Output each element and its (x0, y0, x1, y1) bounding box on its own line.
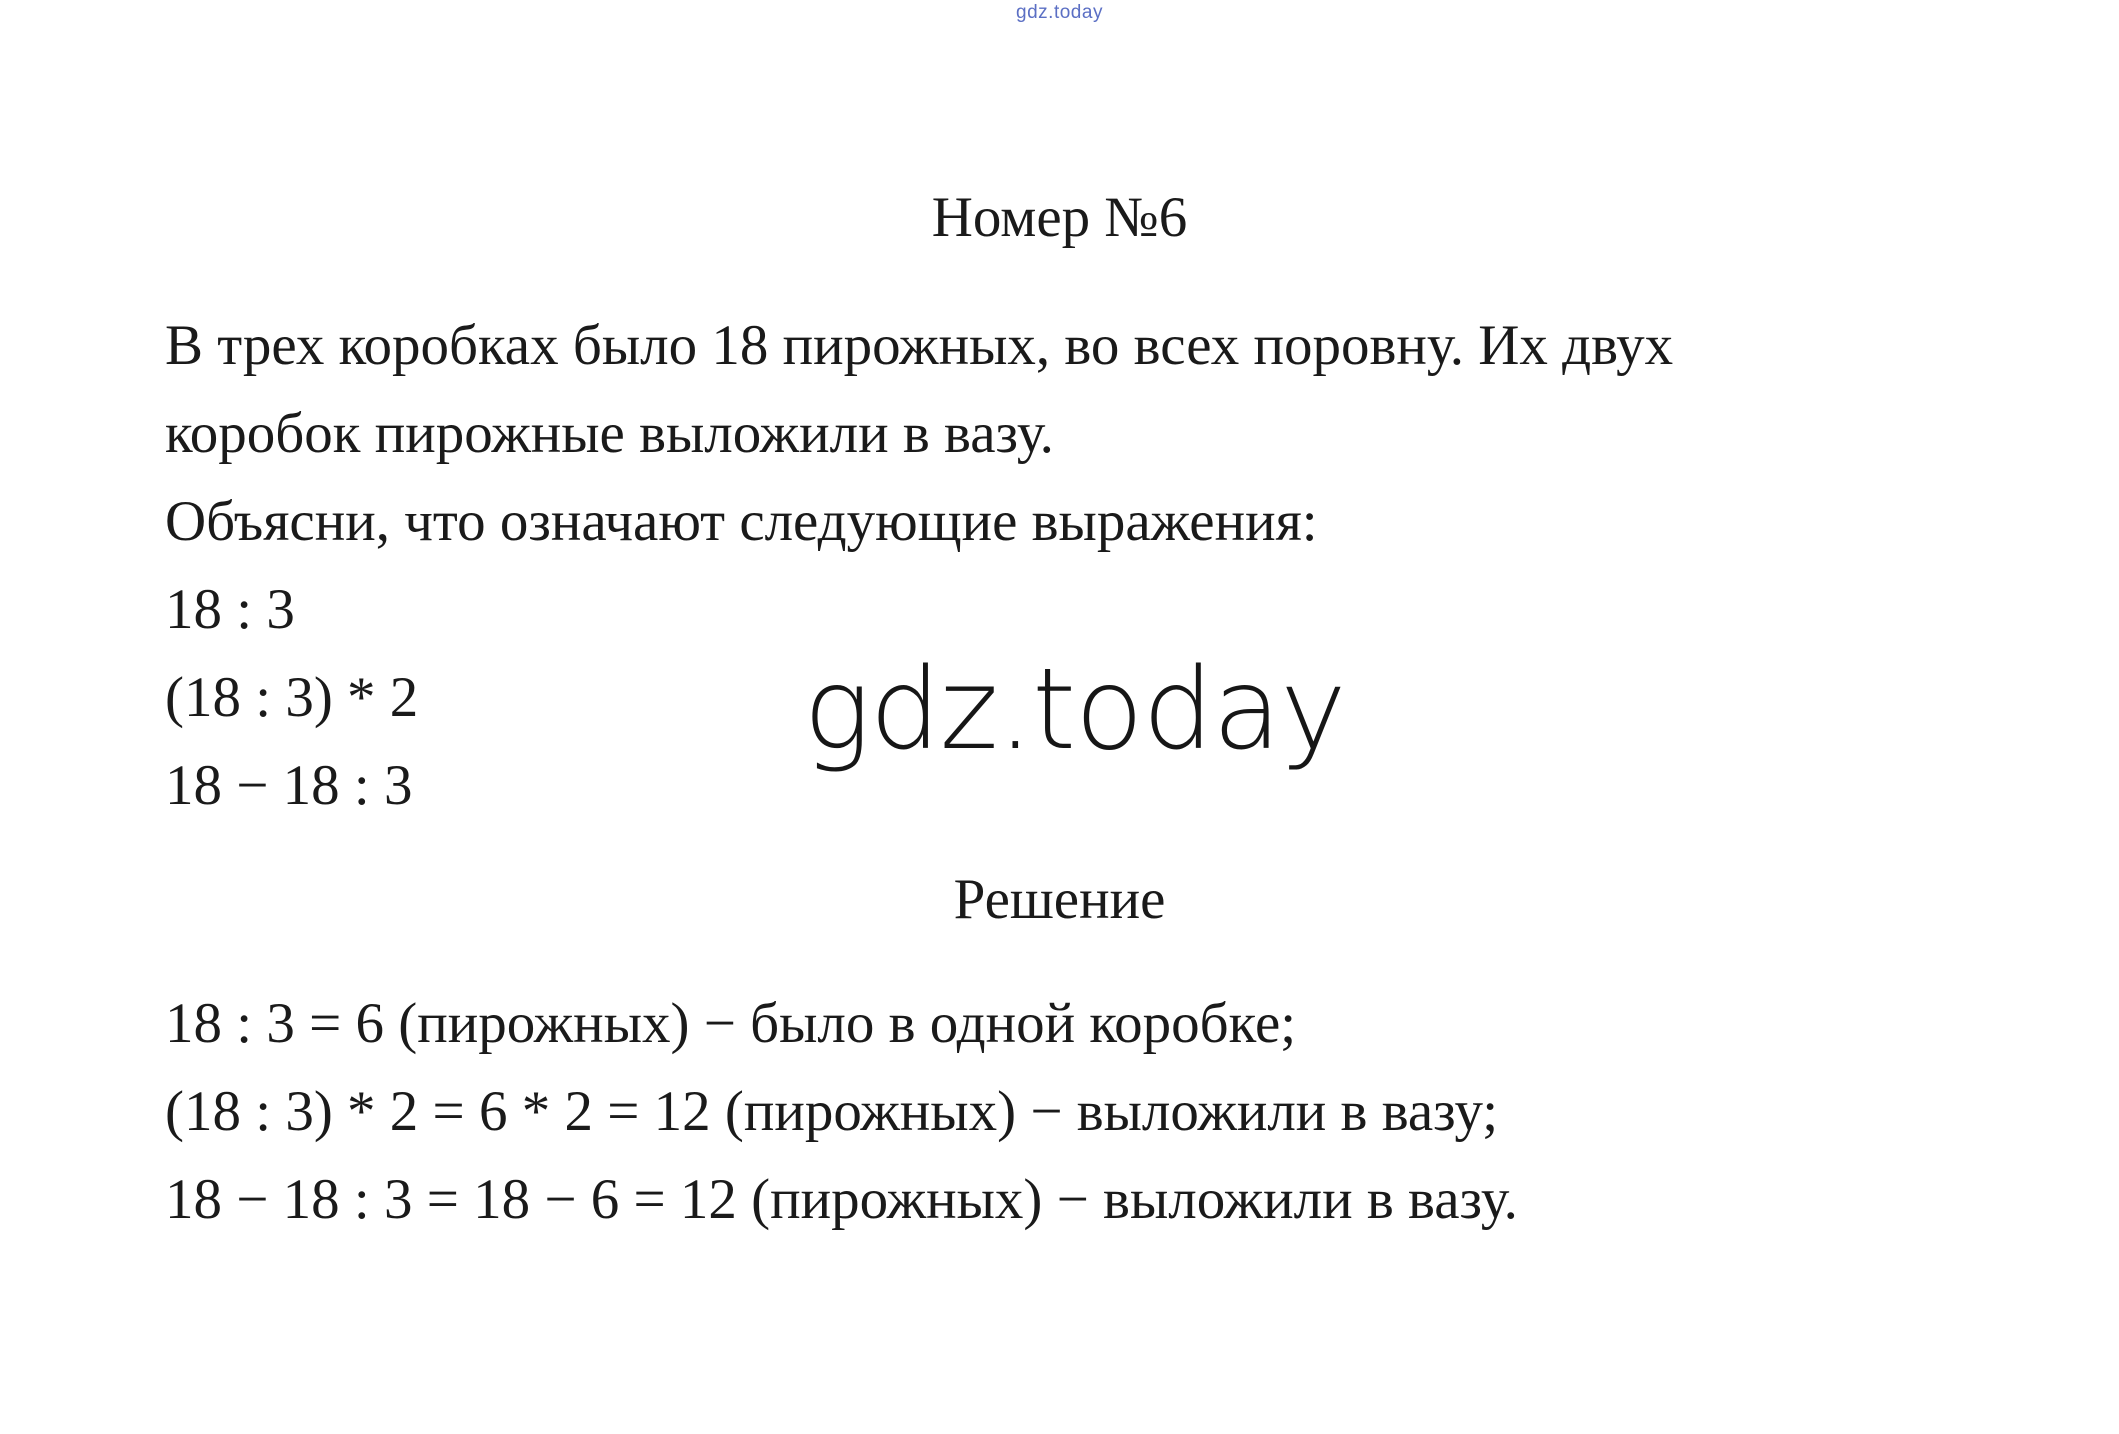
page-title: Номер №6 (931, 186, 1188, 249)
top-watermark: gdz.today (1016, 2, 1103, 23)
solution-line: (18 : 3) * 2 = 6 * 2 = 12 (пирожных) − выложили в вазу; (165, 1080, 1499, 1143)
solution-text (165, 980, 2015, 1244)
solution-title: Решение (953, 868, 1166, 931)
solution-line: 18 − 18 : 3 = 18 − 6 = 12 (пирожных) − выложили в вазу. (165, 1168, 1518, 1231)
center-watermark: gdz.today (803, 645, 1346, 775)
problem-line: В трех коробках было 18 пирожных, во всех поровну. Их двух (165, 314, 1674, 377)
expression-line: (18 : 3) * 2 (165, 666, 419, 729)
problem-line: коробок пирожные выложили в вазу. (165, 402, 1054, 465)
expression-line: 18 − 18 : 3 (165, 754, 413, 817)
expression-line: 18 : 3 (165, 578, 295, 641)
problem-line: Объясни, что означают следующие выражения: (165, 490, 1318, 553)
solution-line: 18 : 3 = 6 (пирожных) − было в одной коробке; (165, 992, 1297, 1055)
